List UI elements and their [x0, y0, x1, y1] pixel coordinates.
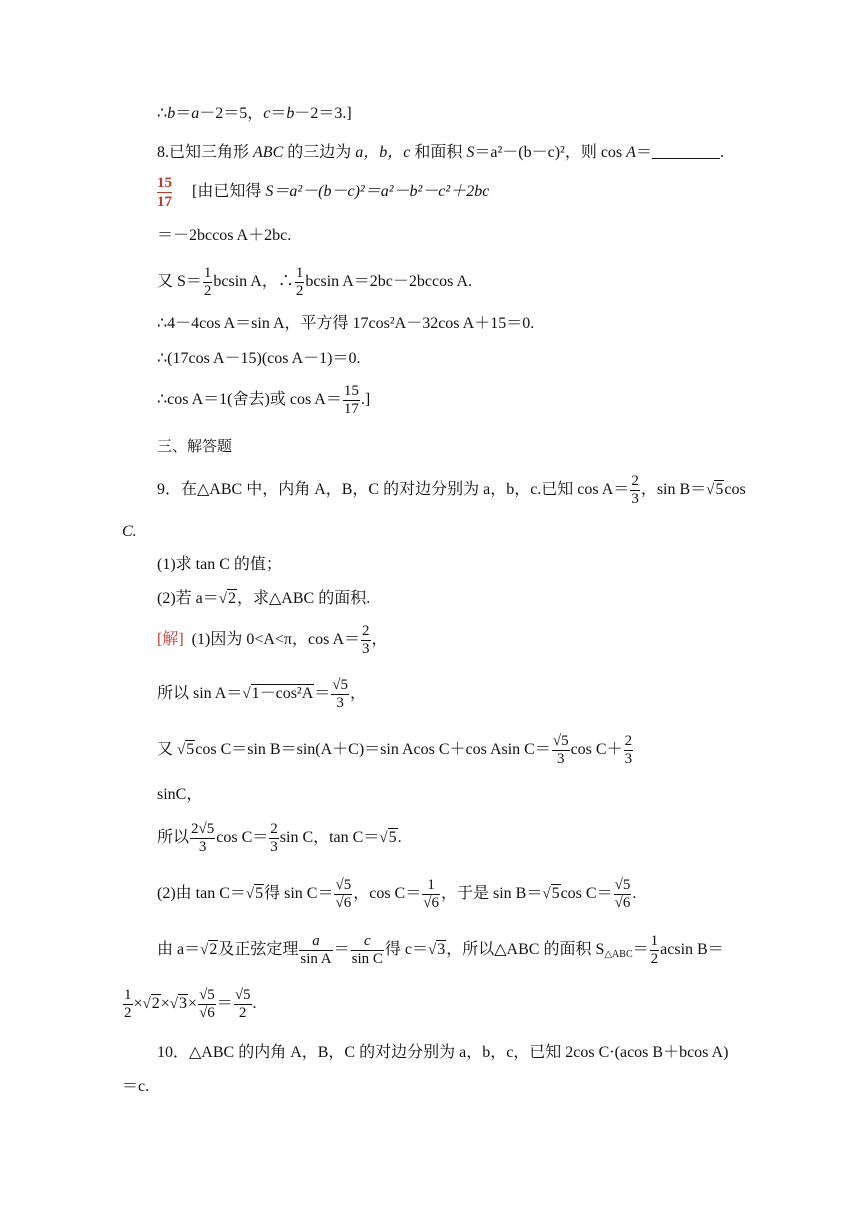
solution-8-line-4: ∴4－4cos A＝sin A，平方得 17cos²A－32cos A＋15＝0.: [157, 315, 535, 332]
question-9-cont: C.: [122, 523, 137, 540]
sqrt: √5: [379, 829, 397, 846]
solution-line-7-end: ∴b＝a－2＝5，c＝b－2＝3.]: [157, 105, 352, 122]
fraction: $\frac{1}{√6}$: [423, 876, 439, 911]
solution-9-line-3: 又 √5cos C＝sin B＝sin(A＋C)＝sin Acos C＋cos Asin C＝ $\frac{√5}{3}$ cos C＋ $\frac{2}{3}$: [157, 730, 634, 770]
sqrt: √3: [428, 941, 446, 958]
solution-9-line-2: 所以 sin A＝√1－cos²A＝ $\frac{√5}{3}$ ，: [157, 674, 366, 714]
fraction: $\frac{1}{2}$: [124, 986, 132, 1021]
fraction: $\frac{1}{2}$: [295, 264, 304, 299]
sqrt: √5: [706, 481, 724, 498]
solution-9-line-4: sinC，: [157, 786, 203, 803]
sqrt: √1－cos²A: [242, 685, 314, 702]
answer-blank: [652, 144, 720, 159]
fraction: $\frac{2}{3}$: [270, 820, 278, 855]
fraction: $\frac{2}{3}$: [624, 732, 633, 767]
solution-9-line-6: (2)由 tan C＝√5得 sin C＝ $\frac{√5}{√6}$ ，cos C＝ $\frac{1}{√6}$ ，于是 sin B＝√5cos C＝ $\frac{√5}{√6}$ .: [157, 874, 636, 914]
solution-9-line-8: $\frac{1}{2}$ ×√2×√3× $\frac{√5}{√6}$ ＝ $\frac{√5}{2}$ .: [122, 984, 257, 1024]
sqrt: √3: [169, 995, 188, 1012]
solution-9-line-1: [解] (1)因为 0<A<π，cos A＝ $\frac{2}{3}$ ，: [157, 622, 388, 657]
sqrt: √2: [142, 995, 160, 1012]
sqrt: √5: [542, 885, 560, 902]
fraction: $\frac{2}{3}$: [631, 472, 639, 507]
answer-8: $\frac{15}{17}$: [157, 175, 172, 210]
fraction: $\frac{√5}{√6}$: [614, 876, 631, 911]
fraction: $\frac{a}{\text{sin A}}$: [300, 932, 332, 967]
question-8: 8.已知三角形 ABC 的三边为 a，b，c 和面积 S＝a²－(b－c)²，则 cos A＝ .: [157, 144, 724, 161]
sqrt: √2: [200, 941, 218, 958]
fraction: $\frac{1}{2}$: [650, 932, 659, 967]
section-heading: 三、解答题: [157, 437, 233, 455]
fraction: $\frac{1}{2}$: [203, 264, 212, 299]
solution-8-line-1: [由已知得 S＝a²－(b－c)²＝a²－b²－c²＋2bc: [192, 183, 490, 200]
fraction: $\frac{2√5}{3}$: [191, 820, 215, 855]
sqrt: √5: [245, 885, 264, 902]
solution-9-line-5: 所以 $\frac{2√5}{3}$ cos C＝ $\frac{2}{3}$ sin C，tan C＝√5.: [157, 818, 402, 858]
fraction: $\frac{c}{\text{sin C}}$: [351, 932, 383, 967]
question-9-part-2: (2)若 a＝√2，求△ABC 的面积.: [157, 590, 371, 607]
question-9-part-1: (1)求 tan C 的值；: [157, 556, 282, 573]
solution-8-line-3: 又 S＝ $\frac{1}{2}$ bcsin A，∴ $\frac{1}{2}$ bcsin A＝2bc－2bccos A.: [157, 264, 473, 299]
fraction: $\frac{√5}{3}$: [332, 676, 349, 711]
solution-8-line-2: ＝－2bccos A＋2bc.: [157, 227, 292, 244]
question-10-cont: ＝c.: [122, 1078, 150, 1095]
fraction: $\frac{2}{3}$: [362, 622, 370, 657]
sqrt: √5: [177, 741, 195, 758]
solution-9-line-7: 由 a＝√2及正弦定理 $\frac{a}{\text{sin A}}$ ＝ $\frac{c}{\text{sin C}}$ 得 c＝√3，所以△ABC 的面积 $S_{\triangle ABC}=$ $\frac{1}{2}$ acsin B＝: [157, 930, 724, 970]
question-10: 10．△ABC 的内角 A，B，C 的对边分别为 a，b，c，已知 2cos C·(acos B＋bcos A): [157, 1044, 729, 1061]
question-9: 9．在△ABC 中，内角 A，B，C 的对边分别为 a，b，c.已知 cos A＝ $\frac{2}{3}$ ，sin B＝√5cos: [157, 470, 746, 510]
fraction: $\frac{15}{17}$: [343, 382, 359, 417]
solution-8-line-5: ∴(17cos A－15)(cos A－1)＝0.: [157, 350, 361, 367]
fraction: $\frac{√5}{√6}$: [199, 986, 215, 1021]
solution-8-line-6: ∴cos A＝1(舍去)或 cos A＝ $\frac{15}{17}$ .]: [157, 382, 371, 417]
fraction: $\frac{√5}{√6}$: [335, 876, 352, 911]
sqrt: √2: [218, 590, 236, 607]
fraction: $\frac{√5}{2}$: [234, 986, 251, 1021]
fraction: $\frac{√5}{3}$: [552, 732, 569, 767]
solution-tag: [解]: [157, 631, 184, 648]
